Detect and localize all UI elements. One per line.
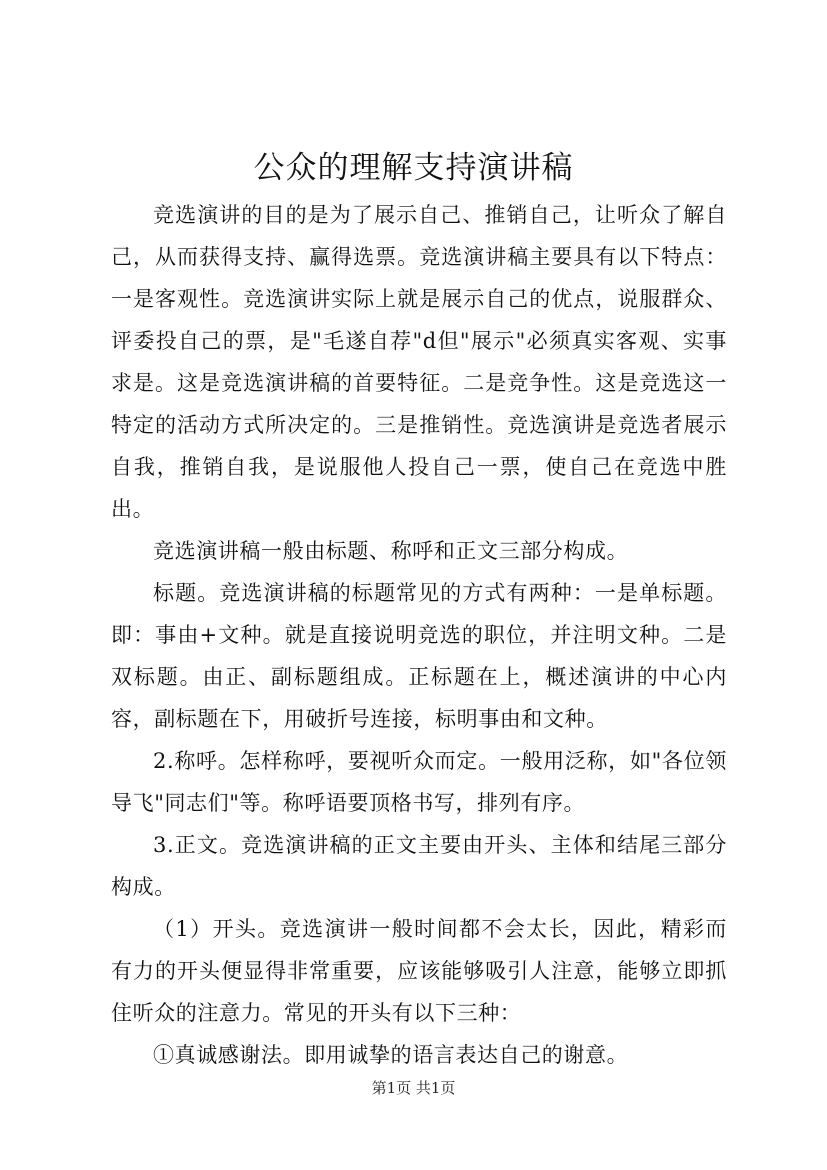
paragraph-thanks-method: ①真诚感谢法。即用诚挚的语言表达自己的谢意。 [153, 1043, 629, 1067]
paragraph-structure: 竞选演讲稿一般由标题、称呼和正文三部分构成。 [153, 539, 629, 563]
paragraph-main-text: 3.正文。竞选演讲稿的正文主要由开头、主体和结尾三部分构成。 [111, 833, 727, 899]
paragraph-intro: 竞选演讲的目的是为了展示自己、推销自己，让听众了解自己，从而获得支持、赢得选票。竞选演讲稿主要具有以下特点：一是客观性。竞选演讲实际上就是展示自己的优点，说服群众、评委投自己的票，是"毛遂自荐"d但"展示"必须真实客观、实事求是。这是竞选演讲稿的首要特征。二是竞争性。这是竞选这一特定的活动方式所决定的。三是推销性。竞选演讲是竞选者展示自我，推销自我，是说服他人投自己一票，使自己在竞选中胜出。 [111, 203, 727, 521]
paragraph-salutation: 2.称呼。怎样称呼，要视听众而定。一般用泛称，如"各位领导飞"同志们"等。称呼语要顶格书写，排列有序。 [111, 749, 727, 815]
paragraph-opening: （1）开头。竞选演讲一般时间都不会太长，因此，精彩而有力的开头便显得非常重要，应该能够吸引人注意，能够立即抓住听众的注意力。常见的开头有以下三种： [111, 917, 727, 1025]
document-title: 公众的理解支持演讲稿 [253, 150, 574, 186]
paragraph-title-section: 标题。竞选演讲稿的标题常见的方式有两种：一是单标题。即：事由+文种。就是直接说明竞选的职位，并注明文种。二是双标题。由正、副标题组成。正标题在上，概述演讲的中心内容，副标题在下，用破折号连接，标明事由和文种。 [111, 581, 727, 731]
page-footer: 第1页 共1页 [371, 1079, 456, 1097]
document-body [111, 194, 727, 1076]
